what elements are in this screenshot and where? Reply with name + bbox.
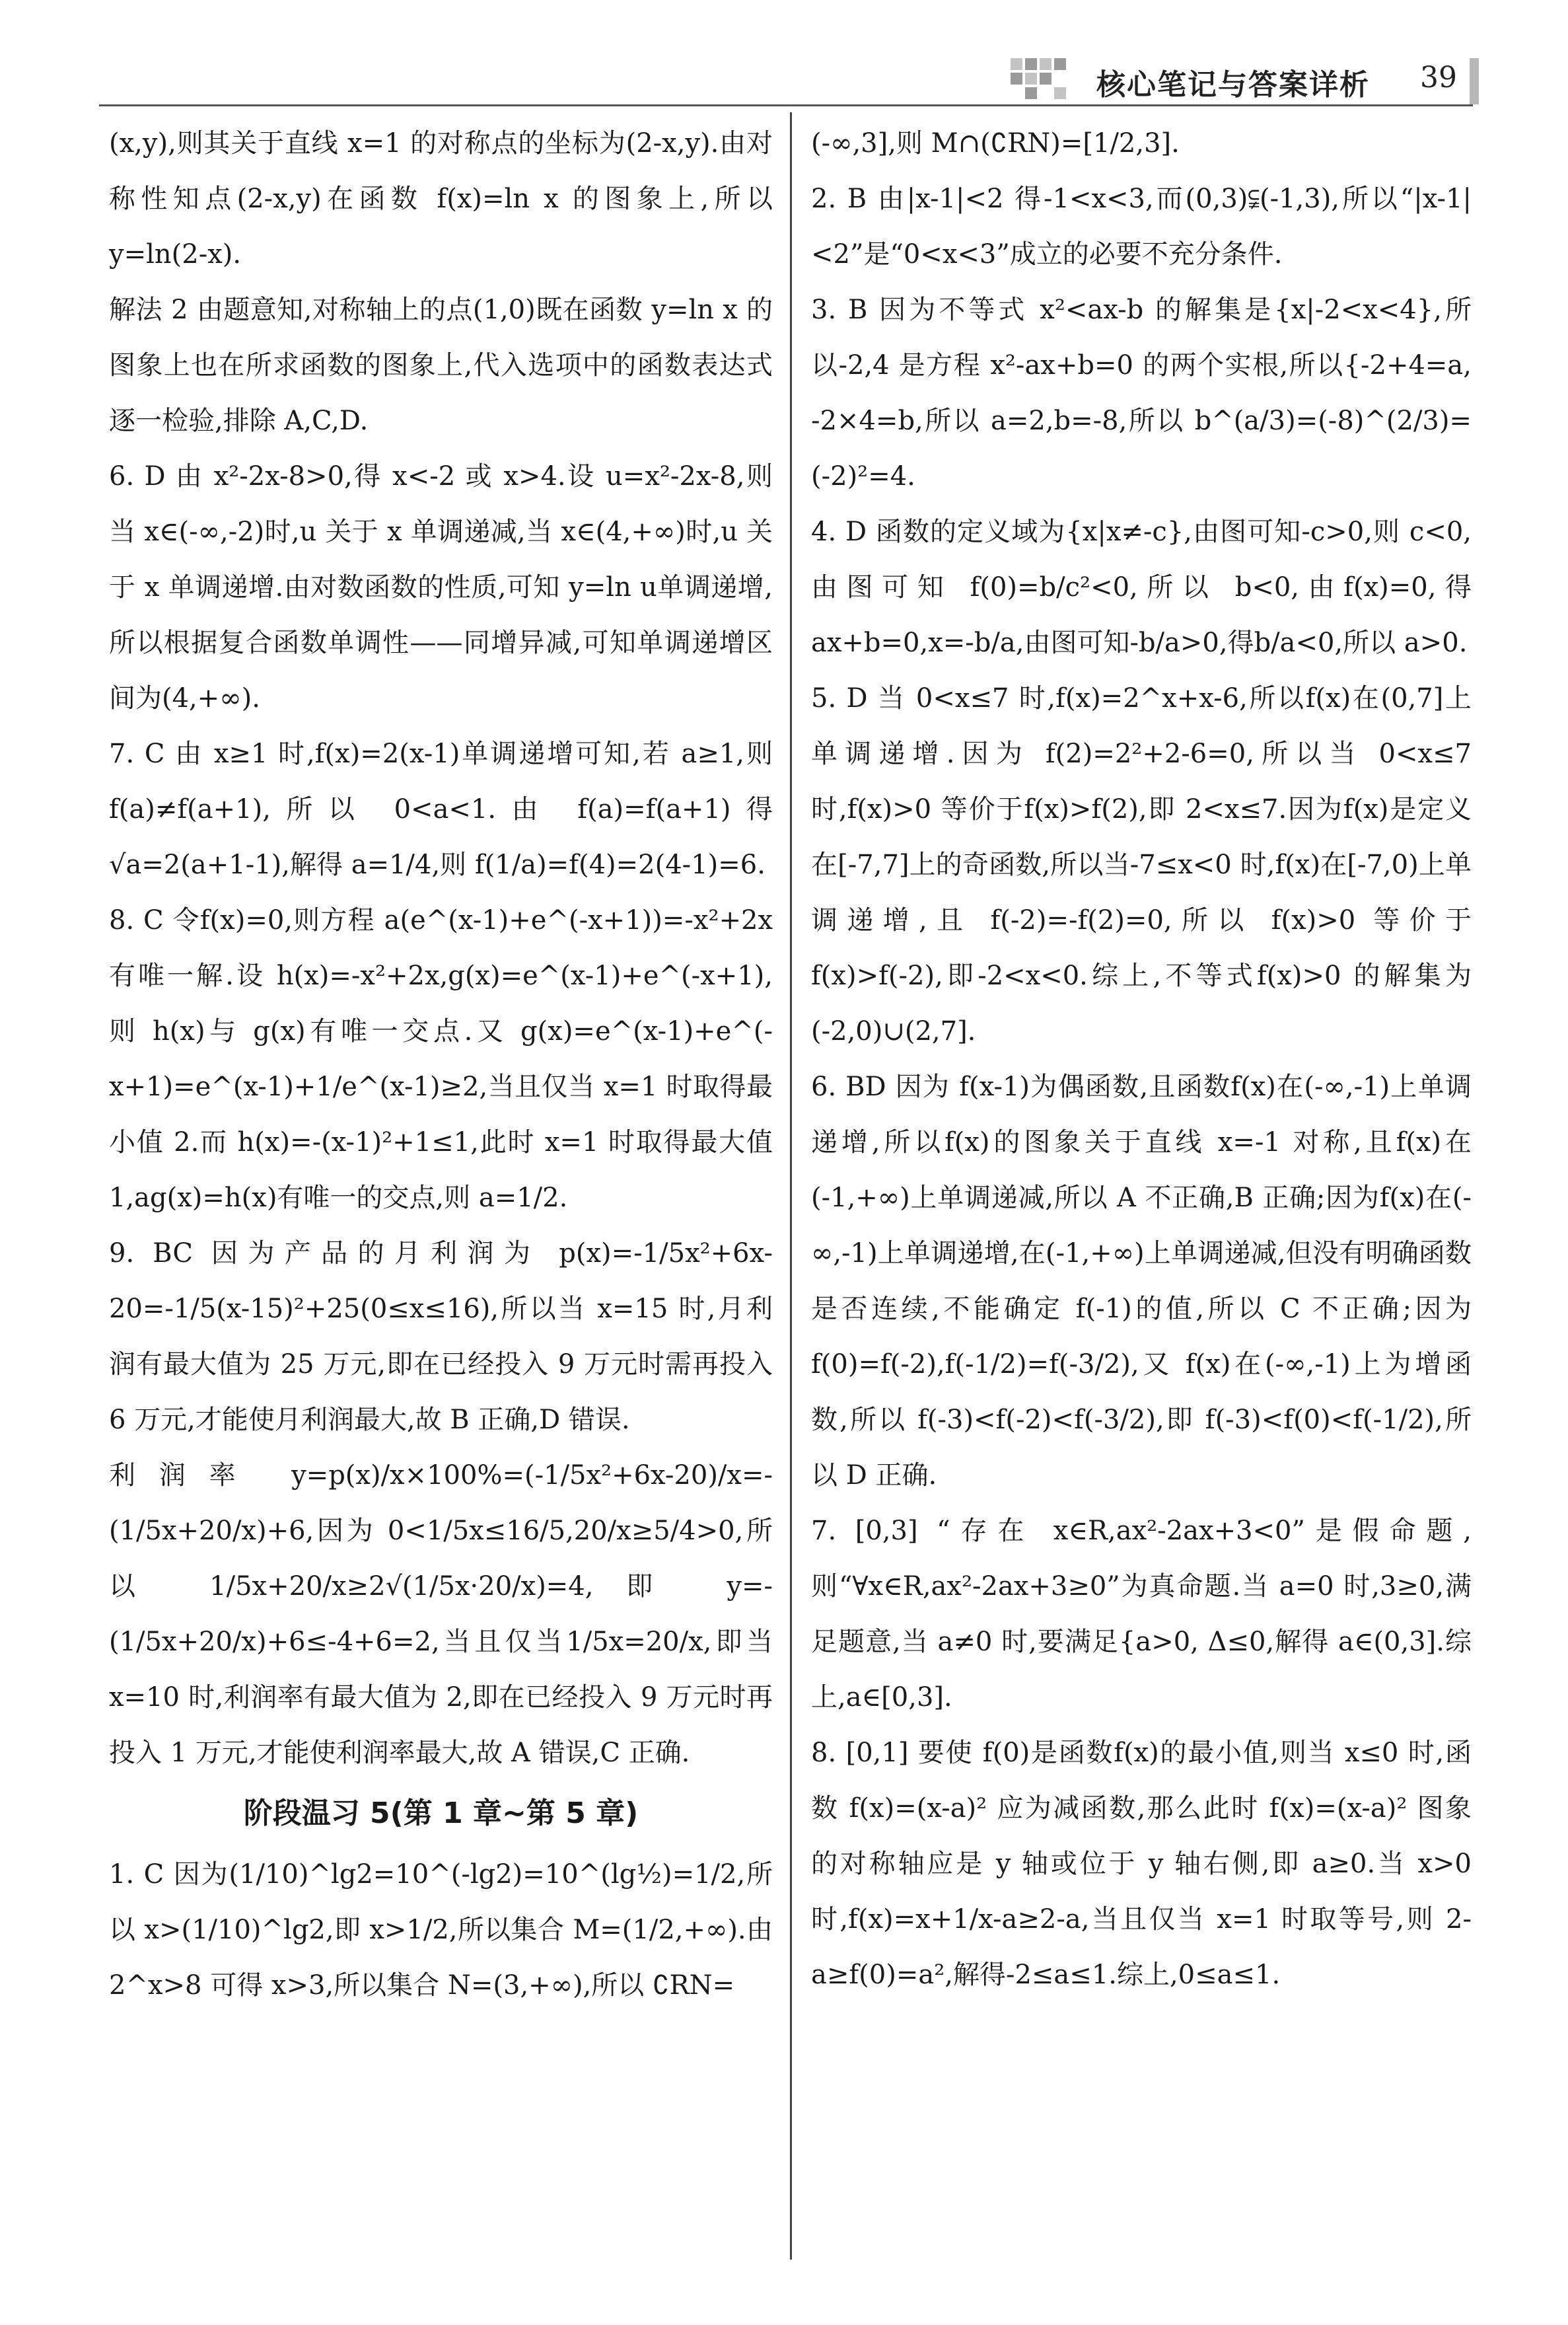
- page-header: [0, 0, 1568, 112]
- right-item-7: 8. [0,1] 要使 f(0)是函数f(x)的最小值,则当 x≤0 时,函数 f(x)=(x-a)² 应为减函数,那么此时 f(x)=(x-a)² 图象的对称轴应是 y 轴或位于 y 轴右侧,即 a≥0.当 x>0 时,f(x)=x+1/x-a≥2-a,当且仅当 x=1 时取等号,则 2-a≥f(0)=a²,解得-2≤a≤1.综上,0≤a≤1.: [811, 1738, 1472, 1990]
- right-item-3: 4. D 函数的定义域为{x|x≠-c},由图可知-c>0,则 c<0,由图可知 f(0)=b/c²<0,所以 b<0,由f(x)=0,得 ax+b=0,x=-b/a,由图可知-b/a>0,得b/a<0,所以 a>0.: [811, 517, 1472, 658]
- left-item-0: (x,y),则其关于直线 x=1 的对称点的坐标为(2-x,y).由对称性知点(2-x,y)在函数 f(x)=ln x 的图象上,所以 y=ln(2-x).: [109, 128, 773, 270]
- right-item-4: 5. D 当 0<x≤7 时,f(x)=2^x+x-6,所以f(x)在(0,7]上单调递增.因为 f(2)=2²+2-6=0,所以当 0<x≤7 时,f(x)>0 等价于f(x)>f(2),即 2<x≤7.因为f(x)是定义在[-7,7]上的奇函数,所以当-7≤x<0 时,f(x)在[-7,0)上单调递增,且 f(-2)=-f(2)=0,所以 f(x)>0 等价于 f(x)>f(-2),即-2<x<0.综上,不等式f(x)>0 的解集为(-2,0)∪(2,7].: [811, 683, 1472, 1047]
- right-item-0: (-∞,3],则 M∩(∁RN)=[1/2,3].: [811, 128, 1180, 159]
- right-item-5: 6. BD 因为 f(x-1)为偶函数,且函数f(x)在(-∞,-1)上单调递增,所以f(x)的图象关于直线 x=-1 对称,且f(x)在(-1,+∞)上单调递减,所以 A 不正确,B 正确;因为f(x)在(-∞,-1)上单调递增,在(-1,+∞)上单调递减,但没有明确函数是否连续,不能确定 f(-1)的值,所以 C 不正确;因为 f(0)=f(-2),f(-1/2)=f(-3/2),又 f(x)在(-∞,-1)上为增函数,所以 f(-3)<f(-2)<f(-3/2),即 f(-3)<f(0)<f(-1/2),所以 D 正确.: [811, 1072, 1472, 1491]
- right-item-6: 7. [0,3] “存在 x∈R,ax²-2ax+3<0”是假命题,则“∀x∈R,ax²-2ax+3≥0”为真命题.当 a=0 时,3≥0,满足题意,当 a≠0 时,要满足{a>0, Δ≤0,解得 a∈(0,3].综上,a∈[0,3].: [811, 1516, 1472, 1713]
- page-number: 39: [1420, 61, 1457, 94]
- header-bar: [1470, 58, 1479, 104]
- left-item-3: 7. C 由 x≥1 时,f(x)=2(x-1)单调递增可知,若 a≥1,则f(a)≠f(a+1),所以 0<a<1.由 f(a)=f(a+1)得√a=2(a+1-1),解得 a=1/4,则 f(1/a)=f(4)=2(4-1)=6.: [109, 739, 773, 880]
- right-column: [811, 116, 1472, 2003]
- left-item-2: 6. D 由 x²-2x-8>0,得 x<-2 或 x>4.设 u=x²-2x-8,则当 x∈(-∞,-2)时,u 关于 x 单调递减,当 x∈(4,+∞)时,u 关于 x 单调递增.由对数函数的性质,可知 y=ln u单调递增,所以根据复合函数单调性——同增异减,可知单调递增区间为(4,+∞).: [109, 461, 773, 714]
- left-item-after-section: 1. C 因为(1/10)^lg2=10^(-lg2)=10^(lg½)=1/2,所以 x>(1/10)^lg2,即 x>1/2,所以集合 M=(1/2,+∞).由 2^x>8 可得 x>3,所以集合 N=(3,+∞),所以 ∁RN=: [109, 1859, 773, 2001]
- left-item-6: 利润率 y=p(x)/x×100%=(-1/5x²+6x-20)/x=-(1/5x+20/x)+6,因为 0<1/5x≤16/5,20/x≥5/4>0,所以 1/5x+20/x≥2√(1/5x·20/x)=4,即 y=-(1/5x+20/x)+6≤-4+6=2,当且仅当1/5x=20/x,即当 x=10 时,利润率有最大值为 2,即在已经投入 9 万元时再投入 1 万元,才能使利润率最大,故 A 错误,C 正确.: [109, 1460, 773, 1768]
- left-column: [109, 116, 773, 2013]
- header-title: 核心笔记与答案详析: [1096, 68, 1370, 102]
- header-rule: [99, 104, 1473, 106]
- left-item-4: 8. C 令f(x)=0,则方程 a(e^(x-1)+e^(-x+1))=-x²+2x 有唯一解.设 h(x)=-x²+2x,g(x)=e^(x-1)+e^(-x+1),则 h(x)与 g(x)有唯一交点.又 g(x)=e^(x-1)+e^(-x+1)=e^(x-1)+1/e^(x-1)≥2,当且仅当 x=1 时取得最小值 2.而 h(x)=-(x-1)²+1≤1,此时 x=1 时取得最大值 1,ag(x)=h(x)有唯一的交点,则 a=1/2.: [109, 905, 773, 1213]
- header-decoration-icon: [1011, 58, 1070, 98]
- column-divider: [790, 112, 792, 2260]
- section-title: 阶段温习 5(第 1 章~第 5 章): [243, 1796, 639, 1830]
- left-item-1: 解法 2 由题意知,对称轴上的点(1,0)既在函数 y=ln x 的图象上也在所求函数的图象上,代入选项中的函数表达式逐一检验,排除 A,C,D.: [109, 295, 773, 436]
- right-item-1: 2. B 由|x-1|<2 得-1<x<3,而(0,3)⫋(-1,3),所以“|x-1|<2”是“0<x<3”成立的必要不充分条件.: [811, 184, 1472, 270]
- right-item-2: 3. B 因为不等式 x²<ax-b 的解集是{x|-2<x<4},所以-2,4 是方程 x²-ax+b=0 的两个实根,所以{-2+4=a, -2×4=b,所以 a=2,b=-8,所以 b^(a/3)=(-8)^(2/3)=(-2)²=4.: [811, 295, 1472, 492]
- left-item-5: 9. BC 因为产品的月利润为 p(x)=-1/5x²+6x-20=-1/5(x-15)²+25(0≤x≤16),所以当 x=15 时,月利润有最大值为 25 万元,即在已经投入 9 万元时需再投入 6 万元,才能使月利润最大,故 B 正确,D 错误.: [109, 1238, 773, 1435]
